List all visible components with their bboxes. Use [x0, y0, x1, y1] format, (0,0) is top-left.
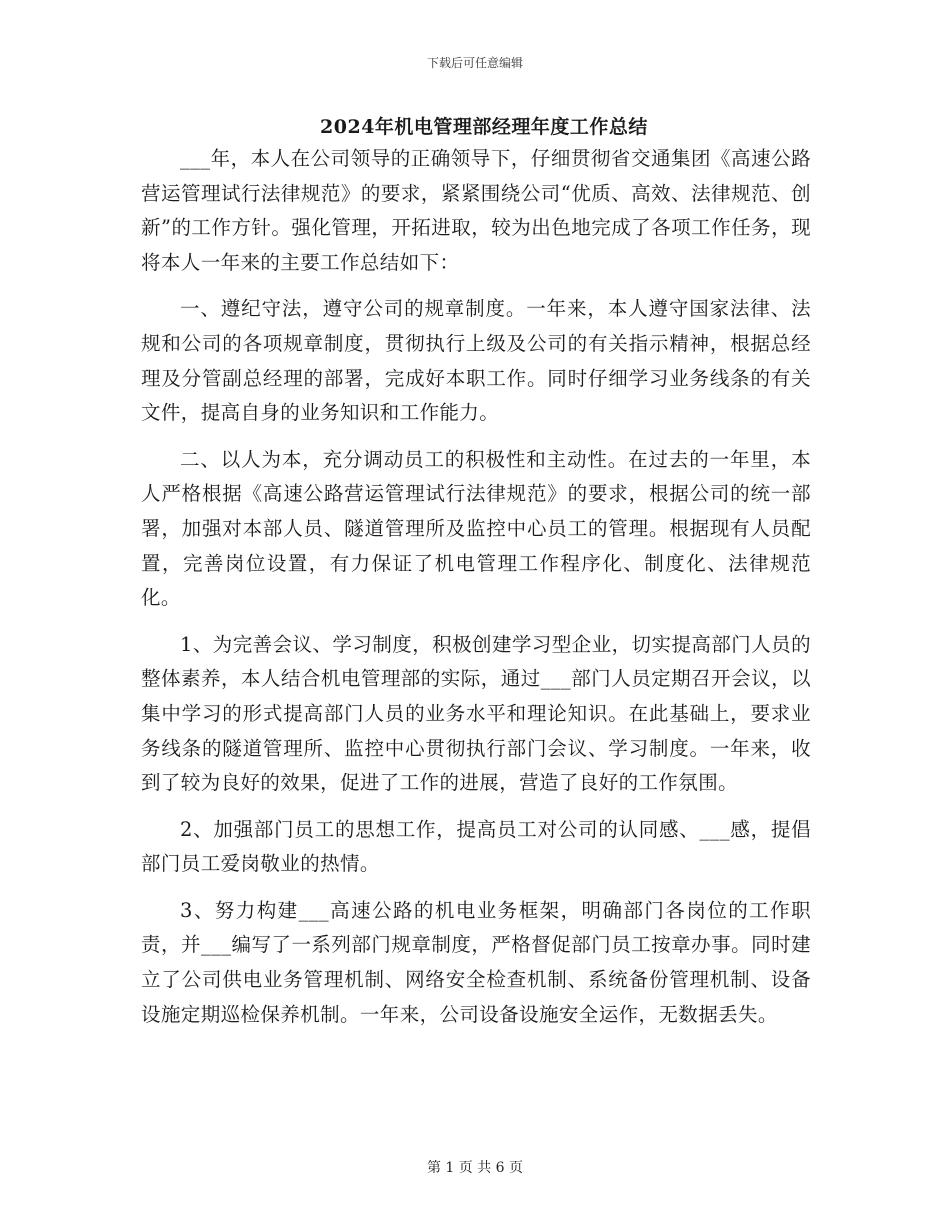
page-indicator: 第 1 页 共 6 页 [426, 1160, 524, 1176]
paragraph-item-3: 3、努力构建___高速公路的机电业务框架，明确部门各岗位的工作职责，并___编写了一系列部门规章制度，严格督促部门员工按章办事。同时建立了公司供电业务管理机制、网络安全检查机制、系统备份管理机制、设备设施定期巡检保养机制。一年来，公司设备设施安全运作，无数据丢失。 [141, 898, 811, 1026]
document-body [141, 112, 811, 1032]
paragraph-item-2: 2、加强部门员工的思想工作，提高员工对公司的认同感、___感，提倡部门员工爱岗敬业的热情。 [141, 817, 811, 876]
paragraph-section-1: 一、遵纪守法，遵守公司的规章制度。一年来，本人遵守国家法律、法规和公司的各项规章制度，贯彻执行上级及公司的有关指示精神，根据总经理及分管副总经理的部署，完成好本职工作。同时仔细学习业务线条的有关文件，提高自身的业务知识和工作能力。 [141, 297, 811, 425]
header-note: 下载后可任意编辑 [426, 56, 523, 70]
paragraph-intro: ___年，本人在公司领导的正确领导下，仔细贯彻省交通集团《高速公路营运管理试行法律规范》的要求，紧紧围绕公司“优质、高效、法律规范、创新”的工作方针。强化管理，开拓进取，较为出色地完成了各项工作任务，现将本人一年来的主要工作总结如下： [141, 147, 811, 274]
paragraph-item-1: 1、为完善会议、学习制度，积极创建学习型企业，切实提高部门人员的整体素养，本人结合机电管理部的实际，通过___部门人员定期召开会议，以集中学习的形式提高部门人员的业务水平和理论知识。在此基础上，要求业务线条的隧道管理所、监控中心贯彻执行部门会议、学习制度。一年来，收到了较为良好的效果，促进了工作的进展，营造了良好的工作氛围。 [141, 632, 811, 795]
paragraph-section-2: 二、以人为本，充分调动员工的积极性和主动性。在过去的一年里，本人严格根据《高速公路营运管理试行法律规范》的要求，根据公司的统一部署，加强对本部人员、隧道管理所及监控中心员工的管理。根据现有人员配置，完善岗位设置，有力保证了机电管理工作程序化、制度化、法律规范化。 [141, 447, 811, 610]
document-title: 2024年机电管理部经理年度工作总结 [320, 116, 648, 138]
